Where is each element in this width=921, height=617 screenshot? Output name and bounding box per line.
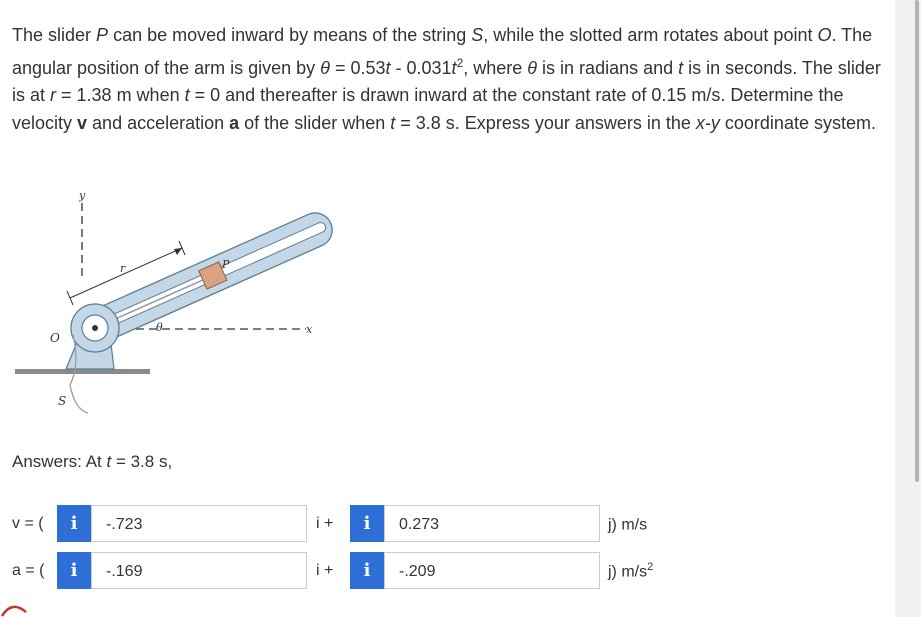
var-p: P xyxy=(96,25,109,45)
problem-text: - 0.031 xyxy=(390,57,452,78)
velocity-i-input[interactable]: -.723 xyxy=(91,505,307,542)
problem-text: is in radians and xyxy=(537,57,679,78)
problem-text: The slider xyxy=(12,25,97,45)
partial-icon xyxy=(0,598,30,617)
var-s: S xyxy=(471,25,484,45)
acceleration-label: a = ( xyxy=(12,562,45,579)
info-icon[interactable]: i xyxy=(350,552,384,589)
problem-text: = 3.8 s. Express your answers in the xyxy=(395,112,696,133)
ground xyxy=(15,369,150,374)
problem-statement xyxy=(12,22,892,137)
problem-text: = 0 and thereafter is drawn inward at the constant rate of 0.15 m/s. Determine the velocity xyxy=(12,85,844,133)
var-t: t xyxy=(390,112,396,133)
answers-label: Answers: At t = 3.8 s, xyxy=(12,452,173,471)
velocity-j-input[interactable]: 0.273 xyxy=(384,505,600,542)
acceleration-i-input[interactable]: -.169 xyxy=(91,552,307,589)
info-icon[interactable]: i xyxy=(350,505,384,542)
y-axis-label: y xyxy=(79,189,86,202)
var-t: t xyxy=(184,85,190,105)
i-plus-label: i + xyxy=(316,515,334,532)
scrollbar-thumb[interactable] xyxy=(915,0,919,482)
problem-text: can be moved inward by means of the string xyxy=(108,25,472,45)
var-o: O xyxy=(817,25,832,45)
acceleration-answer-row xyxy=(12,552,712,590)
acceleration-j-input[interactable]: -.209 xyxy=(384,552,600,589)
problem-text: = 1.38 m when xyxy=(56,85,185,105)
x-axis-label: x xyxy=(306,323,313,336)
var-r: r xyxy=(50,85,57,105)
problem-text: coordinate system. xyxy=(719,112,876,133)
r-label: r xyxy=(120,262,126,275)
var-t: t xyxy=(385,57,391,78)
p-label: P xyxy=(222,258,230,271)
s-label: S xyxy=(58,394,67,408)
problem-text: = 0.53 xyxy=(329,57,386,78)
var-xy: x-y xyxy=(695,112,720,133)
exponent: 2 xyxy=(456,55,464,70)
problem-text: and acceleration xyxy=(87,112,230,133)
velocity-unit: j) m/s xyxy=(608,516,648,534)
var-a: a xyxy=(229,112,240,133)
problem-text: is in seconds. The slider is at xyxy=(12,57,881,105)
velocity-answer-row xyxy=(12,505,712,543)
info-icon[interactable]: i xyxy=(57,505,91,542)
var-t: t xyxy=(678,57,684,78)
problem-text: , where xyxy=(463,57,528,78)
var-v: v xyxy=(77,112,88,133)
var-theta: θ xyxy=(320,57,330,78)
i-plus-label: i + xyxy=(316,562,334,579)
problem-text: of the slider when xyxy=(239,112,391,133)
velocity-label: v = ( xyxy=(12,515,44,532)
problem-text: . The angular position of the arm is given by xyxy=(12,25,873,78)
o-label: O xyxy=(50,331,60,345)
theta-label: θ xyxy=(156,321,163,334)
var-theta: θ xyxy=(527,57,538,78)
info-icon[interactable]: i xyxy=(57,552,91,589)
scrollbar[interactable] xyxy=(895,0,921,617)
var-t: t xyxy=(451,57,457,78)
acceleration-unit: j) $m/s^2$ xyxy=(608,561,654,581)
problem-text: , while the slotted arm rotates about point xyxy=(483,25,818,45)
slotted-arm-figure xyxy=(10,185,340,420)
